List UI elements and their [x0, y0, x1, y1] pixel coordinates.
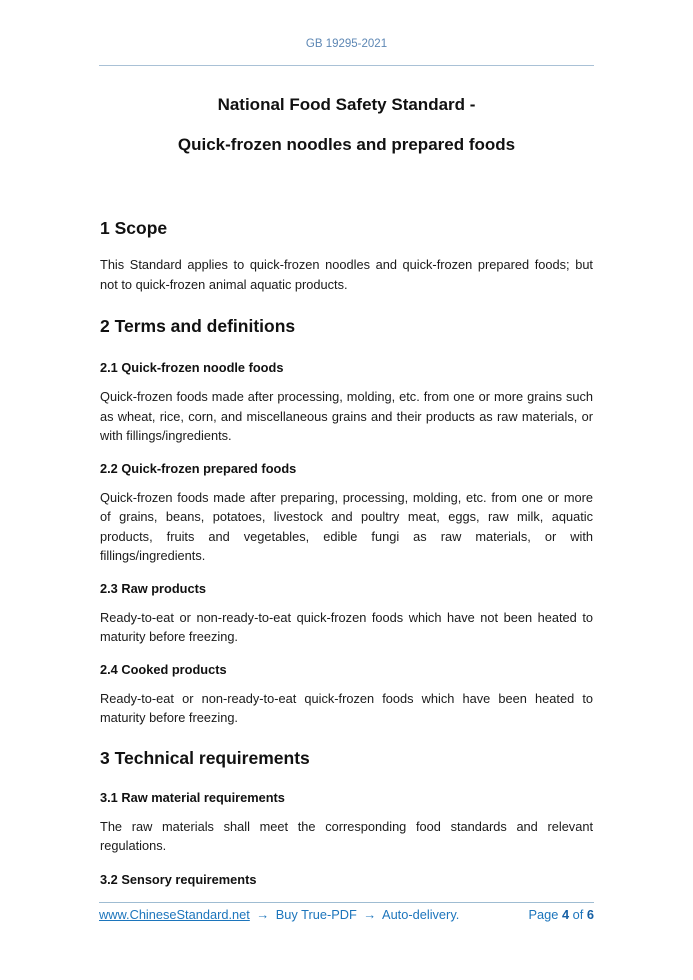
footer-auto-delivery-text: Auto-delivery. — [382, 907, 460, 922]
document-title-line1: National Food Safety Standard - — [217, 95, 476, 114]
page-footer — [99, 902, 594, 922]
subsection-heading-3-1: 3.1 Raw material requirements — [100, 789, 285, 805]
arrow-right-icon: → — [363, 907, 377, 922]
subsection-heading-2-3: 2.3 Raw products — [100, 580, 206, 596]
arrow-right-icon: → — [256, 907, 270, 922]
scope-paragraph: This Standard applies to quick-frozen noodles and quick-frozen prepared foods; but not to quick-frozen animal aquatic products. — [100, 257, 593, 292]
footer-buy-pdf-text: Buy True-PDF — [275, 907, 357, 922]
section-heading-technical: 3 Technical requirements — [100, 747, 310, 768]
document-body — [100, 88, 593, 888]
section-heading-terms: 2 Terms and definitions — [100, 316, 296, 336]
subsection-heading-3-2: 3.2 Sensory requirements — [100, 871, 257, 887]
subsection-heading-2-1: 2.1 Quick-frozen noodle foods — [100, 360, 284, 375]
standard-code-header: GB 19295-2021 — [305, 38, 388, 50]
subsection-paragraph-2-4: Ready-to-eat or non-ready-to-eat quick-frozen foods which have been heated to maturity before freezing. — [100, 690, 593, 725]
page-indicator — [528, 907, 594, 922]
current-page-number: 4 — [561, 907, 570, 922]
subsection-heading-2-2: 2.2 Quick-frozen prepared foods — [100, 460, 297, 476]
subsection-paragraph-2-3: Ready-to-eat or non-ready-to-eat quick-frozen foods which have not been heated to maturity before freezing. — [100, 609, 593, 644]
subsection-paragraph-2-1: Quick-frozen foods made after processing, molding, etc. from one or more grains such as wheat, rice, corn, and miscellaneous grains and their products as raw materials, or with fillings/ingredients. — [100, 389, 593, 443]
subsection-paragraph-2-2: Quick-frozen foods made after preparing, processing, molding, etc. from one or more of grains, beans, potatoes, livestock and poultry meat, eggs, raw milk, aquatic products, fruits and vegetables, edible fungi as raw materials, or with fillings/ingredients. — [100, 489, 593, 563]
footer-source-line — [99, 907, 459, 922]
of-label: of — [572, 907, 584, 922]
subsection-heading-2-4: 2.4 Cooked products — [100, 661, 227, 677]
page-label: Page — [528, 907, 559, 922]
subsection-paragraph-3-1: The raw materials shall meet the corresponding food standards and relevant regulations. — [100, 818, 593, 853]
footer-website-link[interactable]: www.ChineseStandard.net — [99, 907, 250, 922]
section-heading-scope: 1 Scope — [100, 218, 168, 238]
total-page-number: 6 — [586, 907, 594, 922]
header-divider — [99, 65, 594, 66]
document-title-line2: Quick-frozen noodles and prepared foods — [177, 135, 516, 154]
